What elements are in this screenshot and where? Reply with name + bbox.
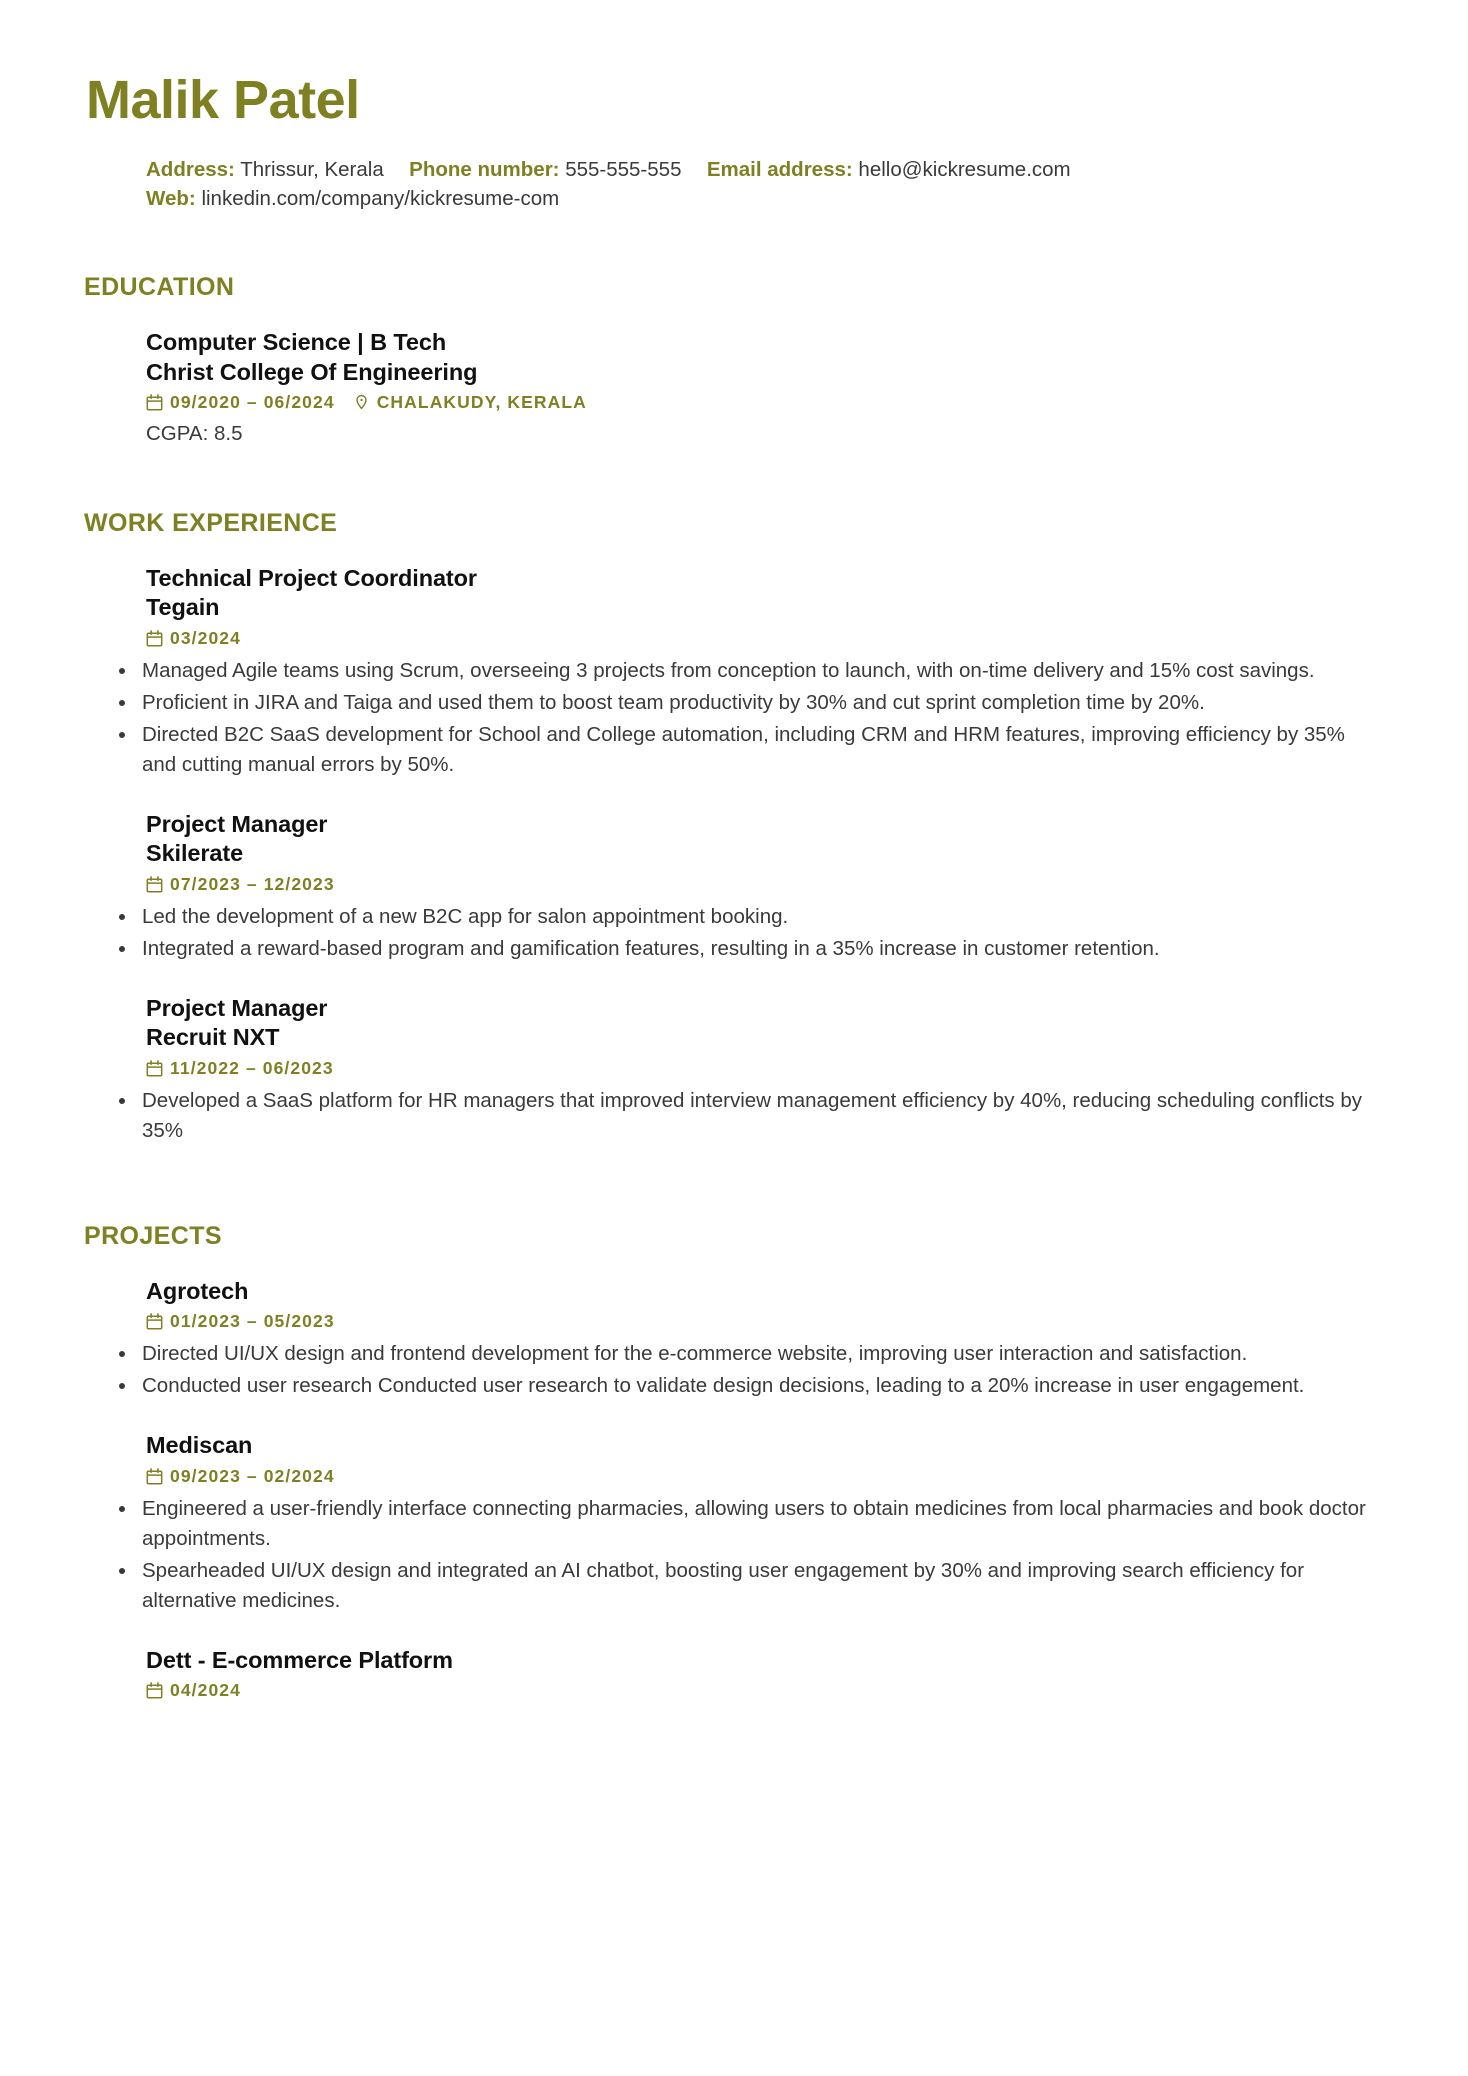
work-meta [146,628,1370,649]
project-date-item [146,1311,335,1332]
candidate-name: Malik Patel [86,70,360,130]
project-meta [146,1311,1370,1332]
education-location: CHALAKUDY, KERALA [376,392,587,413]
work-position: Project Manager [146,994,328,1021]
work-company: Skilerate [146,840,244,867]
work-experience-section [84,509,1370,1146]
work-date: 11/2022 – 06/2023 [170,1058,334,1079]
education-school: Christ College Of Engineering [146,358,478,385]
work-date-item [146,1058,334,1079]
work-date: 03/2024 [170,628,241,649]
project-meta [146,1466,1370,1487]
project-bullets [112,1494,1370,1616]
location-pin-icon [353,394,370,411]
resume-header [84,72,1370,213]
project-name: Agrotech [146,1277,249,1304]
project-bullets [112,1339,1370,1401]
project-entry [84,1646,1370,1702]
projects-section [84,1222,1370,1701]
calendar-icon [146,630,163,647]
work-entry [84,564,1370,780]
project-date: 01/2023 – 05/2023 [170,1311,335,1332]
contact-line-primary [146,155,1370,184]
work-entry [84,810,1370,964]
list-item: Integrated a reward-based program and gamification features, resulting in a 35% increase in customer retention. [112,934,1370,964]
list-item: Managed Agile teams using Scrum, overseeing 3 projects from conception to launch, with on-time delivery and 15% cost savings. [112,656,1370,686]
work-experience-section-title: WORK EXPERIENCE [84,508,338,537]
project-meta [146,1680,1370,1701]
education-note: CGPA: 8.5 [146,422,243,446]
list-item: Developed a SaaS platform for HR managers that improved interview management efficiency by 40%, reducing scheduling conflicts by 35% [112,1086,1370,1146]
project-date-item [146,1466,335,1487]
calendar-icon [146,876,163,893]
calendar-icon [146,1682,163,1699]
project-date: 04/2024 [170,1680,241,1701]
list-item: Conducted user research Conducted user research to validate design decisions, leading to a 20% increase in user engagement. [112,1371,1370,1401]
education-entry [84,328,1370,449]
projects-section-title: PROJECTS [84,1221,222,1250]
work-meta [146,874,1370,895]
list-item: Led the development of a new B2C app for salon appointment booking. [112,902,1370,932]
address-value: Thrissur, Kerala [240,157,384,181]
work-position: Project Manager [146,810,328,837]
project-entry [84,1431,1370,1615]
project-entry [84,1277,1370,1401]
work-bullets [112,1086,1370,1146]
work-entry [84,994,1370,1146]
work-company: Recruit NXT [146,1024,280,1051]
education-section [84,273,1370,449]
calendar-icon [146,1313,163,1330]
education-date: 09/2020 – 06/2024 [170,392,335,413]
work-bullets [112,656,1370,780]
calendar-icon [146,1060,163,1077]
education-section-title: EDUCATION [84,272,235,301]
list-item: Proficient in JIRA and Taiga and used them to boost team productivity by 30% and cut sprint completion time by 20%. [112,688,1370,718]
work-company: Tegain [146,594,220,621]
list-item: Directed B2C SaaS development for School and College automation, including CRM and HRM features, improving efficiency by 35% and cutting manual errors by 50%. [112,720,1370,780]
calendar-icon [146,1468,163,1485]
email-value[interactable]: hello@kickresume.com [858,157,1071,181]
project-name: Mediscan [146,1432,253,1459]
work-position: Technical Project Coordinator [146,564,477,591]
education-degree: Computer Science | B Tech [146,328,447,355]
project-date: 09/2023 – 02/2024 [170,1465,335,1486]
work-bullets [112,902,1370,964]
project-name: Dett - E-commerce Platform [146,1646,453,1673]
education-date-item [146,392,335,413]
education-meta [146,392,1370,413]
web-value[interactable]: linkedin.com/company/kickresume-com [201,186,560,210]
address-label: Address: [146,157,235,181]
work-date-item [146,874,335,895]
work-date: 07/2023 – 12/2023 [170,873,335,894]
education-location-item [353,392,587,413]
contact-line-web [146,184,1370,213]
calendar-icon [146,394,163,411]
contact-block [84,155,1370,213]
work-meta [146,1058,1370,1079]
work-date-item [146,628,241,649]
project-date-item [146,1680,241,1701]
web-label: Web: [146,186,196,210]
email-label: Email address: [706,157,853,181]
list-item: Directed UI/UX design and frontend development for the e-commerce website, improving user interaction and satisfaction. [112,1339,1370,1369]
phone-value: 555-555-555 [565,157,682,181]
phone-label: Phone number: [409,157,560,181]
list-item: Engineered a user-friendly interface connecting pharmacies, allowing users to obtain medicines from local pharmacies and book doctor appointments. [112,1494,1370,1554]
list-item: Spearheaded UI/UX design and integrated an AI chatbot, boosting user engagement by 30% and improving search efficiency for alternative medicines. [112,1556,1370,1616]
